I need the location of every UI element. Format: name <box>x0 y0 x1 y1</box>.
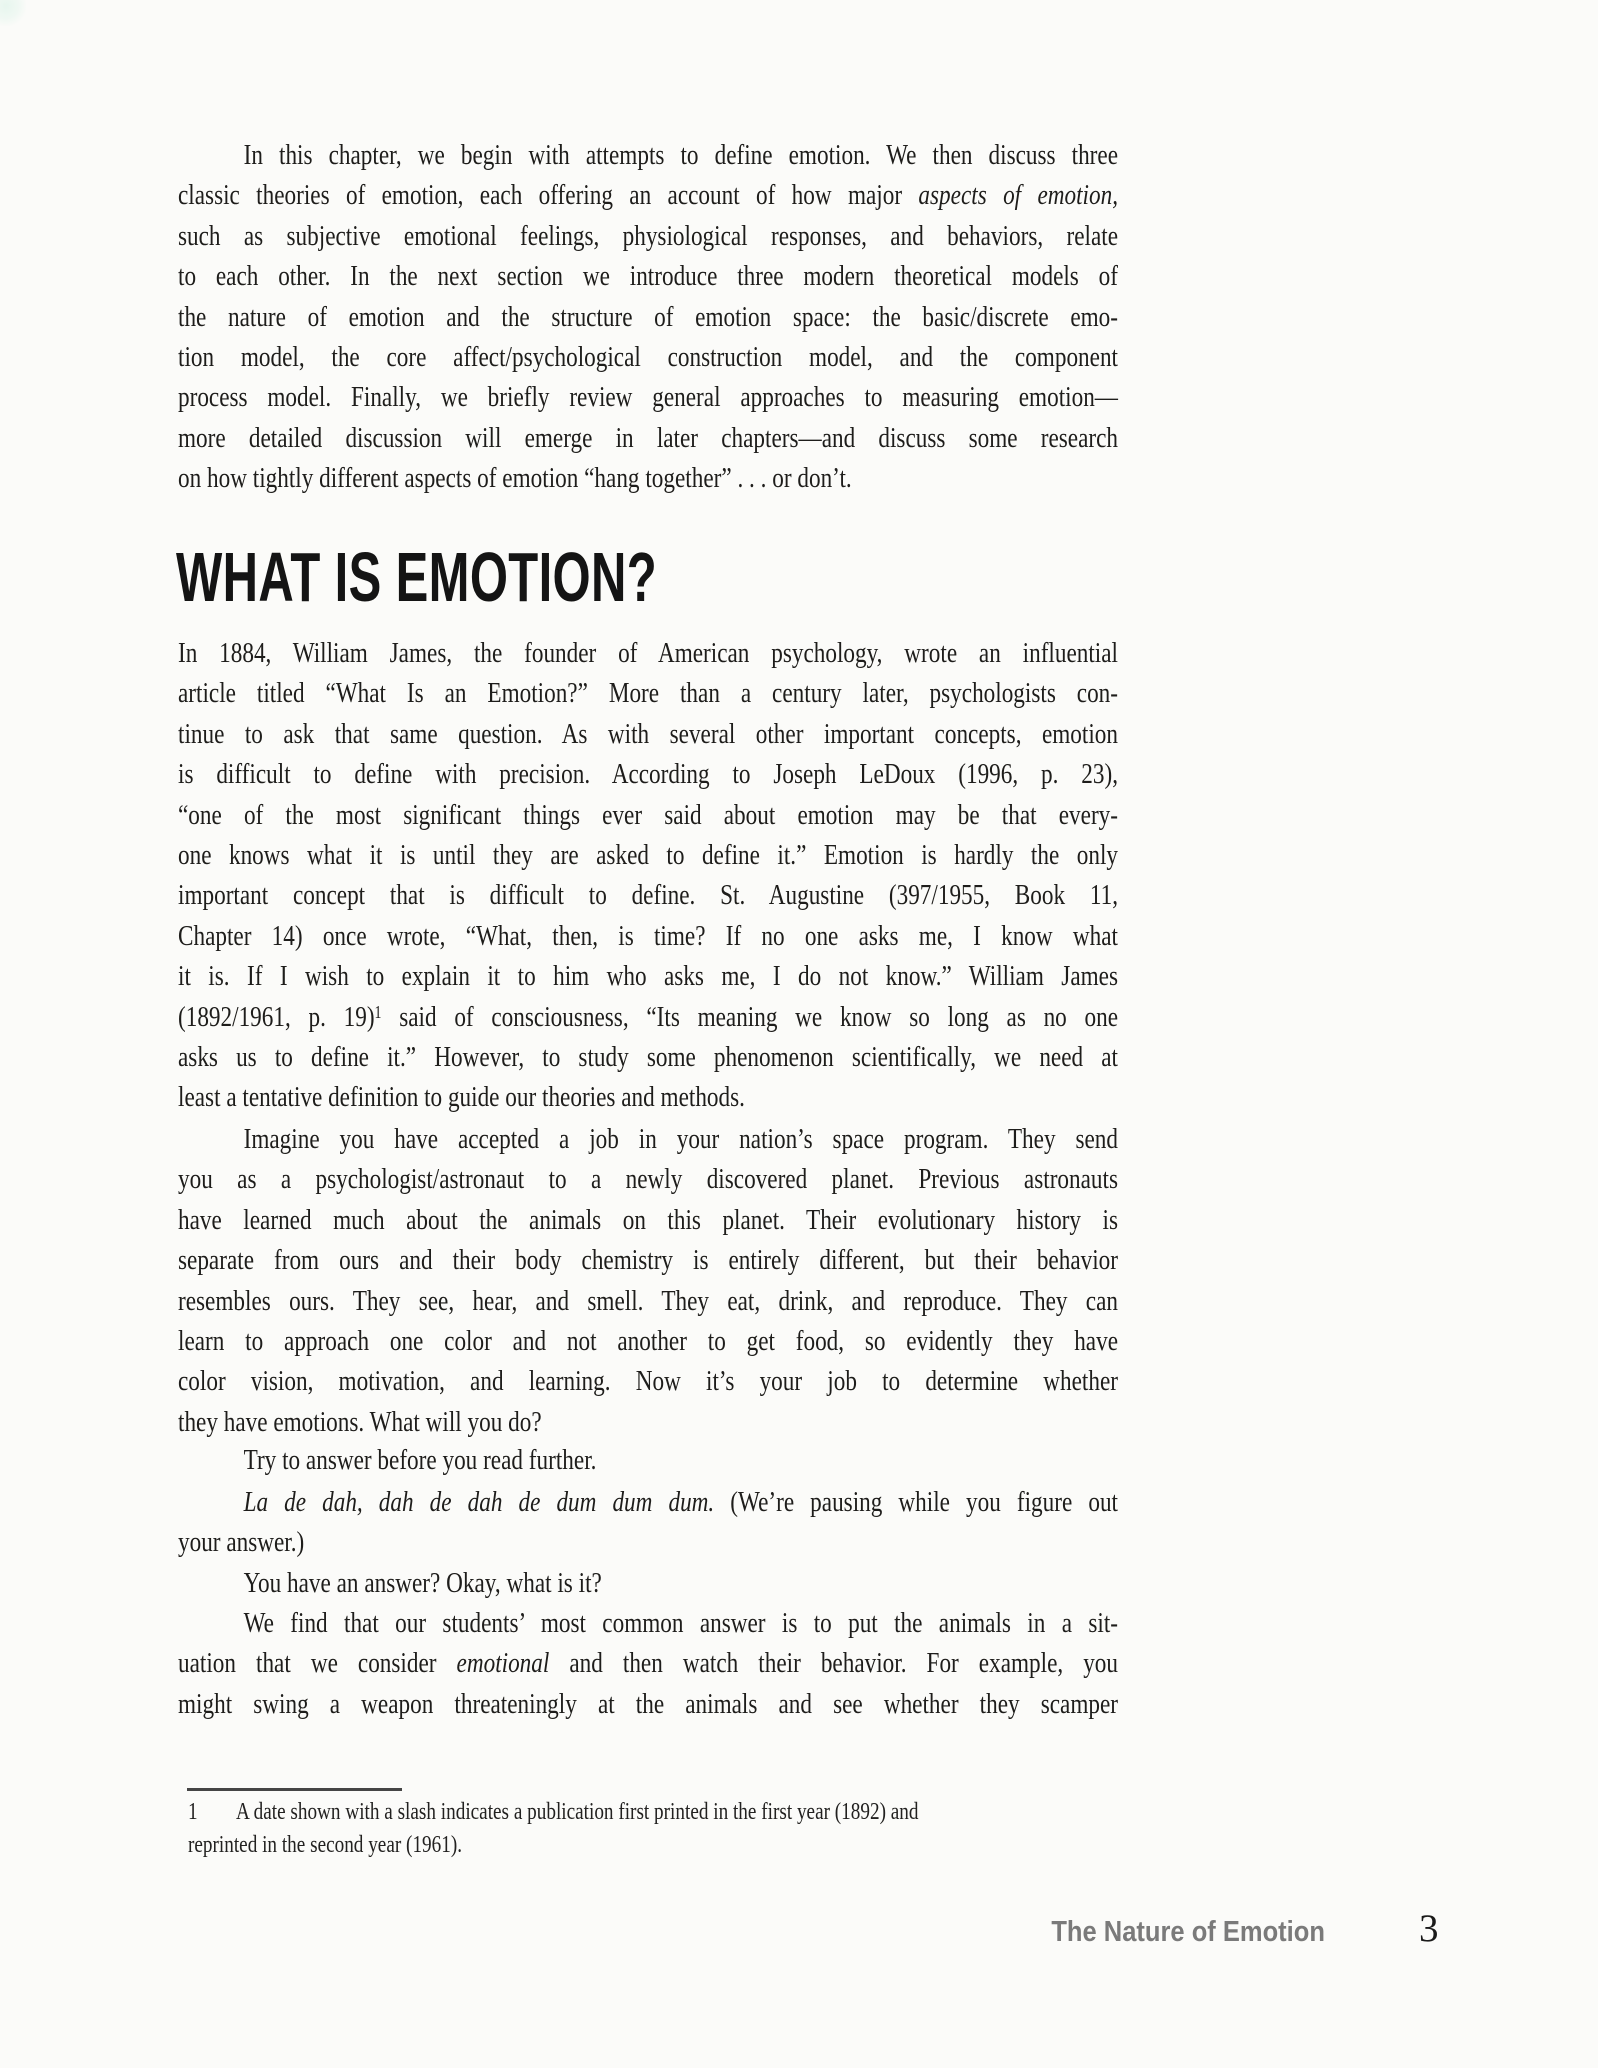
text-line: article titled “What Is an Emotion?” More than a century later, psychologists con- <box>178 677 1118 710</box>
text-line: to each other. In the next section we introduce three modern theoretical models of <box>178 260 1118 293</box>
footnote-rule <box>187 1788 402 1791</box>
running-footer-title: The Nature of Emotion <box>1051 1916 1325 1948</box>
paragraph-you-have-an-answer <box>178 1563 1353 1603</box>
text-line: classic theories of emotion, each offering an account of how major aspects of emotion, <box>178 179 1118 212</box>
text-line: might swing a weapon threateningly at the animals and see whether they scamper <box>178 1687 1118 1720</box>
text-line: La de dah, dah de dah de dum dum dum. (We’re pausing while you figure out <box>243 1486 1118 1518</box>
text-line: one knows what it is until they are asked to define it.” Emotion is hardly the only <box>178 839 1118 872</box>
section-heading: WHAT IS EMOTION? <box>176 538 658 616</box>
paragraph-students-answer <box>178 1603 1353 1724</box>
text-line: 1 A date shown with a slash indicates a publication first printed in the first year (1892) and <box>188 1799 919 1825</box>
text-line: color vision, motivation, and learning. Now it’s your job to determine whether <box>178 1365 1118 1398</box>
text-line: on how tightly different aspects of emotion “hang together” . . . or don’t. <box>178 462 852 495</box>
text-line: least a tentative definition to guide our theories and methods. <box>178 1081 745 1114</box>
text-line: learn to approach one color and not another to get food, so evidently they have <box>178 1325 1118 1358</box>
text-line: have learned much about the animals on this planet. Their evolutionary history is <box>178 1203 1118 1236</box>
text-line: uation that we consider emotional and then watch their behavior. For example, you <box>178 1647 1119 1680</box>
text-line: Try to answer before you read further. <box>243 1444 597 1476</box>
text-line: In 1884, William James, the founder of American psychology, wrote an influential <box>178 637 1118 669</box>
italic-text: emotional <box>456 1647 550 1680</box>
text-line: resembles ours. They see, hear, and smell. They eat, drink, and reproduce. They can <box>178 1284 1118 1317</box>
text-line: the nature of emotion and the structure of emotion space: the basic/discrete emo- <box>178 300 1118 333</box>
text-line: they have emotions. What will you do? <box>178 1405 542 1438</box>
text-line: important concept that is difficult to define. St. Augustine (397/1955, Book 11, <box>178 879 1118 912</box>
text-line: Imagine you have accepted a job in your nation’s space program. They send <box>243 1123 1119 1155</box>
paragraph-try-to-answer <box>178 1440 1353 1480</box>
text-line: is difficult to define with precision. According to Joseph LeDoux (1996, p. 23), <box>178 758 1118 791</box>
footnote-reference: 1 <box>374 1001 382 1022</box>
text-line: asks us to define it.” However, to study some phenomenon scientifically, we need at <box>178 1041 1118 1074</box>
text-line: (1892/1961, p. 19)$^1$ said of consciousness, “Its meaning we know so long as no one <box>178 1000 1119 1033</box>
text-line: “one of the most significant things ever said about emotion may be that every- <box>178 798 1118 831</box>
text-line: such as subjective emotional feelings, physiological responses, and behaviors, relate <box>178 219 1118 252</box>
text-line: tion model, the core affect/psychological construction model, and the component <box>178 341 1118 374</box>
footnote <box>188 1796 1488 1862</box>
text-line: Chapter 14) once wrote, “What, then, is time? If no one asks me, I know what <box>178 919 1118 952</box>
text-line: process model. Finally, we briefly review general approaches to measuring emotion— <box>178 381 1118 414</box>
paragraph-la-de-dah <box>178 1482 1353 1563</box>
paragraph-what-is-emotion-1 <box>178 633 1353 1118</box>
text-line: your answer.) <box>178 1526 305 1559</box>
italic-text: aspects of emotion, <box>918 179 1118 212</box>
text-line: separate from ours and their body chemistry is entirely different, but their behavior <box>178 1244 1118 1277</box>
paragraph-intro <box>178 135 1353 499</box>
text-line: more detailed discussion will emerge in later chapters—and discuss some research <box>178 421 1118 454</box>
italic-text: La de dah, dah de dah de dum dum dum. <box>243 1486 715 1518</box>
text-line: We find that our students’ most common answer is to put the animals in a sit- <box>243 1607 1119 1639</box>
text-line: In this chapter, we begin with attempts to define emotion. We then discuss three <box>243 139 1119 171</box>
text-line: You have an answer? Okay, what is it? <box>243 1567 602 1599</box>
text-line: tinue to ask that same question. As with several other important concepts, emotion <box>178 717 1118 750</box>
text-line: reprinted in the second year (1961). <box>188 1832 463 1858</box>
text-line: it is. If I wish to explain it to him who asks me, I do not know.” William James <box>178 960 1118 993</box>
page-number: 3 <box>1419 1907 1439 1950</box>
paragraph-imagine-planet <box>178 1119 1353 1442</box>
corner-artifact <box>0 0 26 26</box>
text-line: you as a psychologist/astronaut to a newly discovered planet. Previous astronauts <box>178 1163 1118 1196</box>
